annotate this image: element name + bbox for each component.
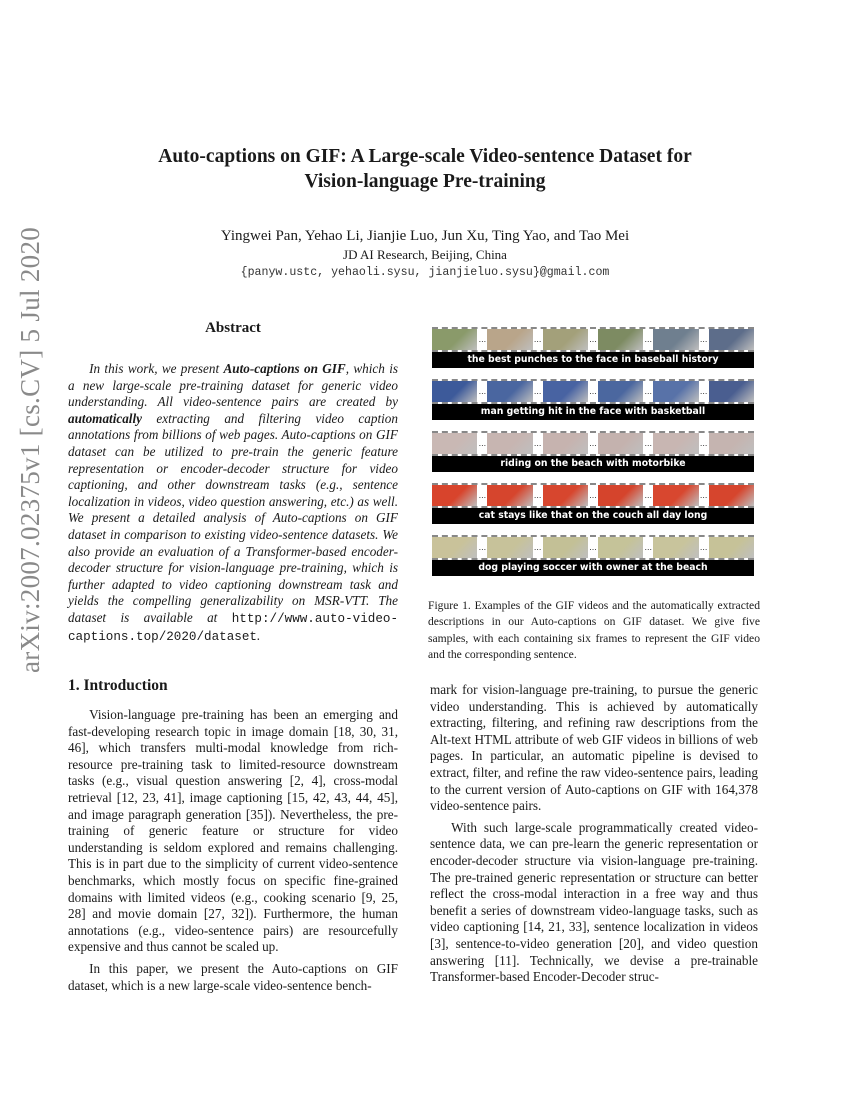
ellipsis-icon: ... [533,485,543,506]
figure-1-caption: Figure 1. Examples of the GIF videos and the automatically extracted descriptions in our Auto-captions on GIF dataset. We give five samples, with each containing six frames to represent the GIF video and the corresponding sentence. [428,599,760,661]
abstract-body [68,361,398,645]
gif-sample-strip [432,483,754,524]
video-frame-thumbnail [598,329,643,350]
dataset-name-emphasis: Auto-captions on GIF [223,361,346,376]
ellipsis-icon: ... [699,537,709,558]
video-frame-thumbnail [543,485,588,506]
strip-caption: man getting hit in the face with basketball [432,404,754,420]
video-frame-thumbnail [598,381,643,402]
strip-caption: the best punches to the face in baseball history [432,352,754,368]
strip-caption: dog playing soccer with owner at the beach [432,560,754,576]
ellipsis-icon: ... [643,329,653,350]
video-frame-thumbnail [432,485,477,506]
video-frame-thumbnail [598,537,643,558]
ellipsis-icon: ... [588,433,598,454]
ellipsis-icon: ... [588,537,598,558]
video-frame-thumbnail [543,381,588,402]
video-frame-thumbnail [709,433,754,454]
video-frame-thumbnail [487,433,532,454]
ellipsis-icon: ... [477,537,487,558]
ellipsis-icon: ... [643,381,653,402]
video-frame-thumbnail [653,329,698,350]
ellipsis-icon: ... [699,381,709,402]
video-frame-thumbnail [543,329,588,350]
ellipsis-icon: ... [588,381,598,402]
introduction-right-column [430,682,758,986]
film-frames [432,379,754,404]
ellipsis-icon: ... [477,329,487,350]
video-frame-thumbnail [653,485,698,506]
abstract-heading: Abstract [205,320,261,336]
automatically-emphasis: automatically [68,410,142,426]
video-frame-thumbnail [487,537,532,558]
video-frame-thumbnail [432,381,477,402]
strip-caption: riding on the beach with motorbike [432,456,754,472]
ellipsis-icon: ... [588,485,598,506]
abstract-text: In this work, we present [89,361,224,376]
abstract-text: , which is a new large-scale pre-training dataset for generic video understanding. All video-sentence pairs are created by [68,361,398,410]
abstract-text: . [256,627,261,643]
paragraph: In this paper, we present the Auto-captions on GIF dataset, which is a new large-scale video-sentence bench- [68,960,398,993]
video-frame-thumbnail [543,433,588,454]
film-frames [432,327,754,352]
video-frame-thumbnail [653,433,698,454]
gif-sample-strip [432,535,754,576]
film-frames [432,483,754,508]
introduction-heading: 1. Introduction [68,677,168,694]
ellipsis-icon: ... [533,433,543,454]
video-frame-thumbnail [709,381,754,402]
video-frame-thumbnail [432,329,477,350]
video-frame-thumbnail [432,433,477,454]
ellipsis-icon: ... [477,381,487,402]
affiliation: JD AI Research, Beijing, China [343,247,507,262]
paragraph: Vision-language pre-training has been an emerging and fast-developing research topic in image domain [18, 30, 31, 46], which transfers multi-modal knowledge from rich-resource pre-training task to limited-resource downstream tasks (e.g., visual question answering [2, 4], cross-modal retrieval [12, 23, 41], image captioning [15, 42, 43, 44, 45], and image paragraph generation [35]). Nevertheless, the pre-training of generic feature or structure for video understanding is seldom explored and remains challenging. This is in part due to the simplicity of current video-sentence benchmarks, which mostly focus on specific fine-grained domains with limited videos (e.g., cooking scenario [9, 25, 28] and movie domain [27, 32]). Furthermore, the human annotations (e.g., video-sentence pairs) are resourcefully expensive and thus cannot be scaled up. [68,707,398,955]
paragraph: With such large-scale programmatically created video-sentence data, we can pre-learn the generic representation or encoder-decoder structure via vision-language pre-training. The pre-trained generic representation or structure can better reflect the cross-modal interaction in a free way and thus benefit a series of downstream video-language tasks, such as video captioning [14, 21, 33], sentence localization in videos [3], sentence-to-video generation [20], and video question answering [11]. Technically, we devise a pre-trainable Transformer-based Encoder-Decoder struc- [430,819,758,985]
ellipsis-icon: ... [643,485,653,506]
ellipsis-icon: ... [533,381,543,402]
paragraph: mark for vision-language pre-training, to pursue the generic video understanding. This is achieved by automatically extracting, filtering, and refining raw descriptions from the Alt-text HTML attribute of web GIF videos in billions of web pages. In particular, an automatic pipeline is devised to extract, filter, and refine the raw video-sentence pairs, leading to the current version of Auto-captions on GIF with 164,378 video-sentence pairs. [430,682,758,814]
video-frame-thumbnail [598,485,643,506]
video-frame-thumbnail [709,537,754,558]
video-frame-thumbnail [543,537,588,558]
dataset-url-link[interactable]: http://www.auto-video-captions.top/2020/dataset [68,611,398,644]
video-frame-thumbnail [487,329,532,350]
film-frames [432,535,754,560]
gif-sample-strip [432,327,754,368]
figure-1 [432,327,754,587]
video-frame-thumbnail [432,537,477,558]
gif-sample-strip [432,431,754,472]
ellipsis-icon: ... [699,329,709,350]
video-frame-thumbnail [598,433,643,454]
ellipsis-icon: ... [643,433,653,454]
paper-title [0,144,850,194]
ellipsis-icon: ... [699,433,709,454]
title-line-1: Auto-captions on GIF: A Large-scale Video-sentence Dataset for [158,146,692,167]
video-frame-thumbnail [709,329,754,350]
strip-caption: cat stays like that on the couch all day long [432,508,754,524]
ellipsis-icon: ... [699,485,709,506]
author-emails: {panyw.ustc, yehaoli.sysu, jianjieluo.sysu}@gmail.com [240,266,610,279]
introduction-left-column [68,707,398,994]
ellipsis-icon: ... [588,329,598,350]
ellipsis-icon: ... [477,485,487,506]
video-frame-thumbnail [487,485,532,506]
ellipsis-icon: ... [643,537,653,558]
film-frames [432,431,754,456]
arxiv-side-stamp: arXiv:2007.02375v1 [cs.CV] 5 Jul 2020 [15,226,45,673]
abstract-text: extracting and filtering video caption annotations from billions of web pages. Auto-captions on GIF dataset can be utilized to pre-train the generic feature representation or encoder-decoder structure for video captioning, and other downstream tasks (e.g., sentence localization in videos, video question answering, etc.) as well. We present a detailed analysis of Auto-captions on GIF dataset in comparison to existing video-sentence datasets. We also provide an evaluation of a Transformer-based encoder-decoder structure for vision-language pre-training, which is further adapted to video captioning downstream task and yields the compelling generalizability on MSR-VTT. The dataset is available at [68,410,398,625]
gif-sample-strip [432,379,754,420]
ellipsis-icon: ... [477,433,487,454]
title-line-2: Vision-language Pre-training [304,171,546,192]
author-list: Yingwei Pan, Yehao Li, Jianjie Luo, Jun Xu, Ting Yao, and Tao Mei [220,228,630,244]
video-frame-thumbnail [653,381,698,402]
video-frame-thumbnail [653,537,698,558]
video-frame-thumbnail [487,381,532,402]
ellipsis-icon: ... [533,329,543,350]
video-frame-thumbnail [709,485,754,506]
ellipsis-icon: ... [533,537,543,558]
